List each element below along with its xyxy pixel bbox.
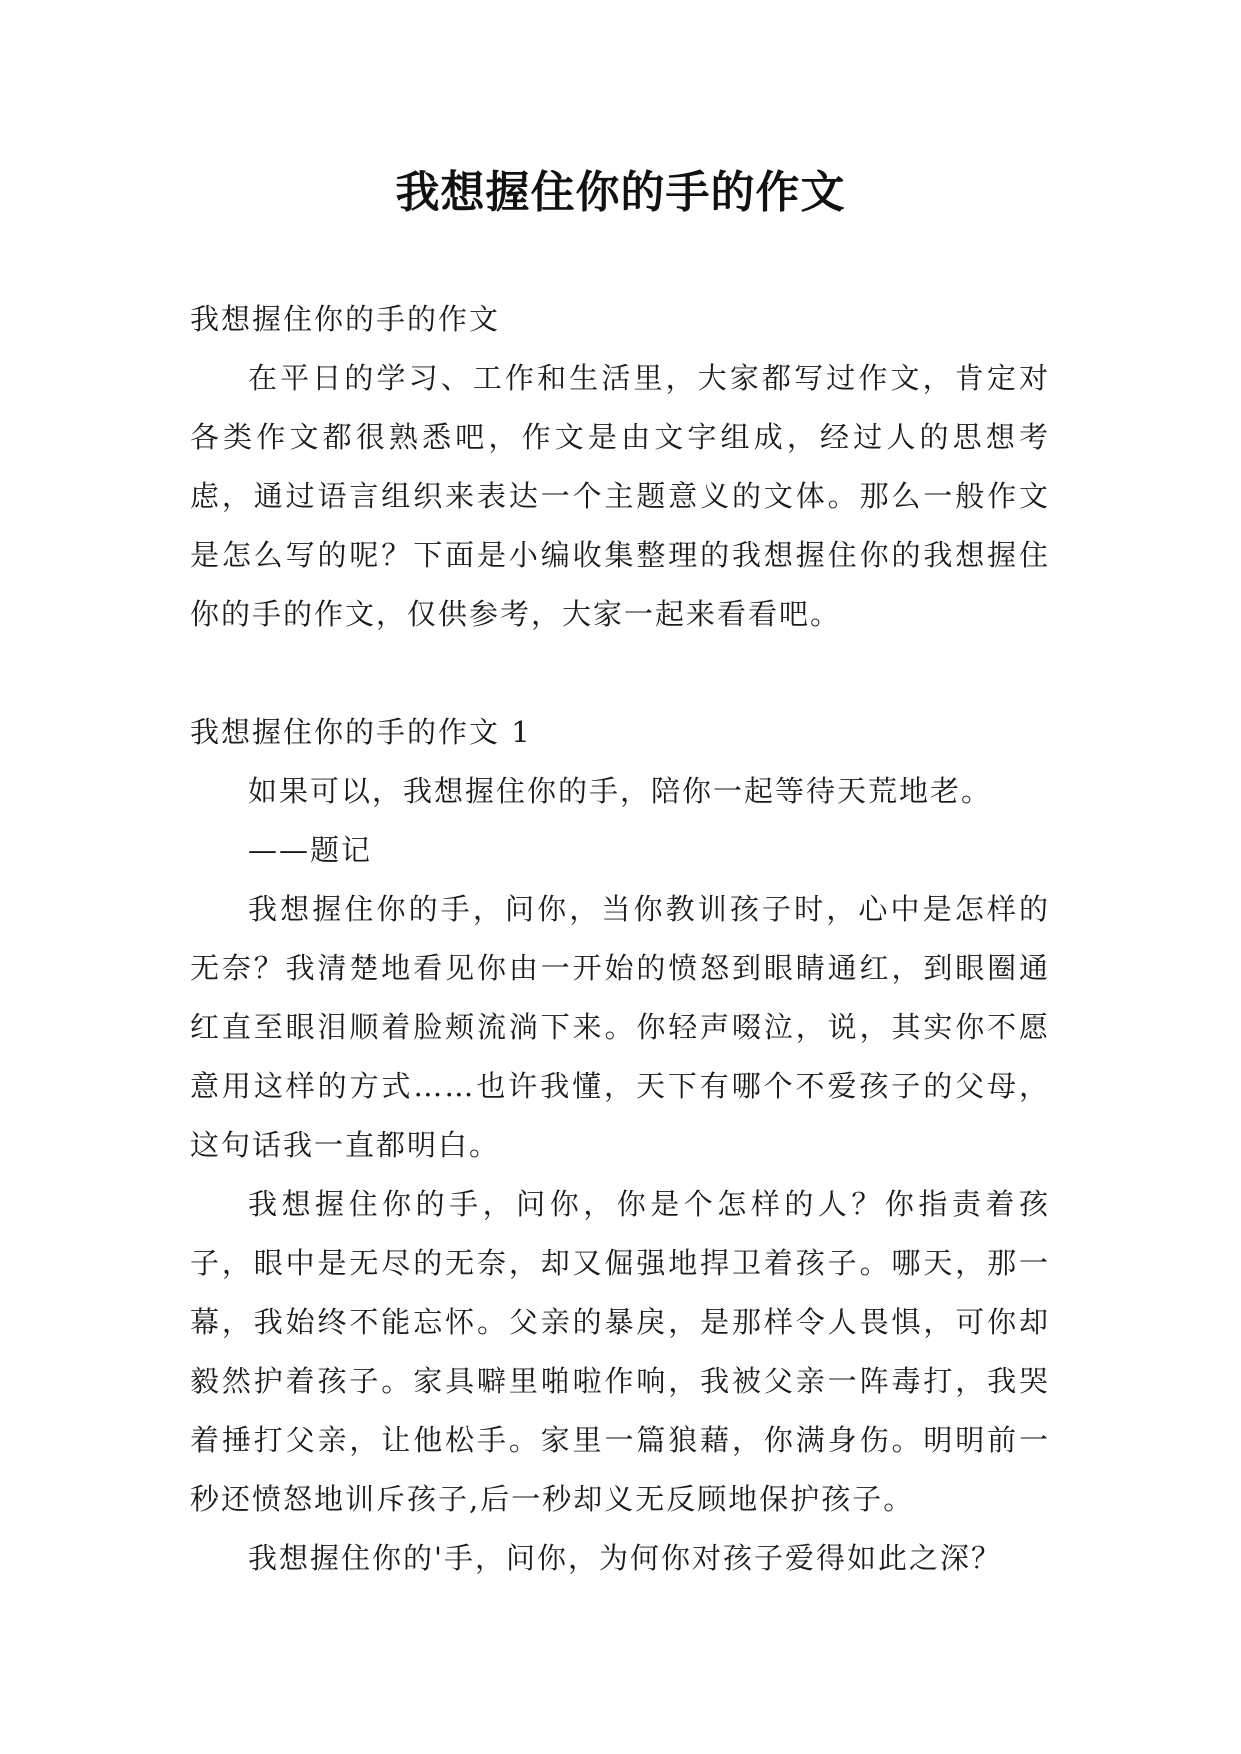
document-body (190, 290, 1050, 1588)
body-paragraph: 我想握住你的'手，问你，为何你对孩子爱得如此之深？ (248, 1541, 1002, 1575)
section-heading: 我想握住你的手的作文 1 (190, 715, 532, 749)
epigraph-source: ——题记 (248, 833, 373, 867)
body-paragraph: 我想握住你的手，问你，当你教训孩子时，心中是怎样的无奈？我清楚地看见你由一开始的愤怒到眼睛通红，到眼圈通红直至眼泪顺着脸颊流淌下来。你轻声啜泣，说，其实你不愿意用这样的方式……也许我懂，天下有哪个不爱孩子的父母，这句话我一直都明白。 (190, 892, 1050, 1162)
intro-heading: 我想握住你的手的作文 (190, 302, 501, 336)
body-paragraph: 我想握住你的手，问你，你是个怎样的人？你指责着孩子，眼中是无尽的无奈，却又倔强地捍卫着孩子。哪天，那一幕，我始终不能忘怀。父亲的暴戾，是那样令人畏惧，可你却毅然护着孩子。家具噼里啪啦作响，我被父亲一阵毒打，我哭着捶打父亲，让他松手。家里一篇狼藉，你满身伤。明明前一秒还愤怒地训斥孩子,后一秒却义无反顾地保护孩子。 (190, 1187, 1050, 1516)
epigraph: 如果可以，我想握住你的手，陪你一起等待天荒地老。 (248, 774, 993, 808)
section-spacer (190, 644, 1050, 703)
intro-paragraph: 在平日的学习、工作和生活里，大家都写过作文，肯定对各类作文都很熟悉吧，作文是由文字组成，经过人的思想考虑，通过语言组织来表达一个主题意义的文体。那么一般作文是怎么写的呢？下面是小编收集整理的我想握住你的我想握住你的手的作文，仅供参考，大家一起来看看吧。 (190, 361, 1050, 631)
document-title: 我想握住你的手的作文 (395, 167, 846, 218)
